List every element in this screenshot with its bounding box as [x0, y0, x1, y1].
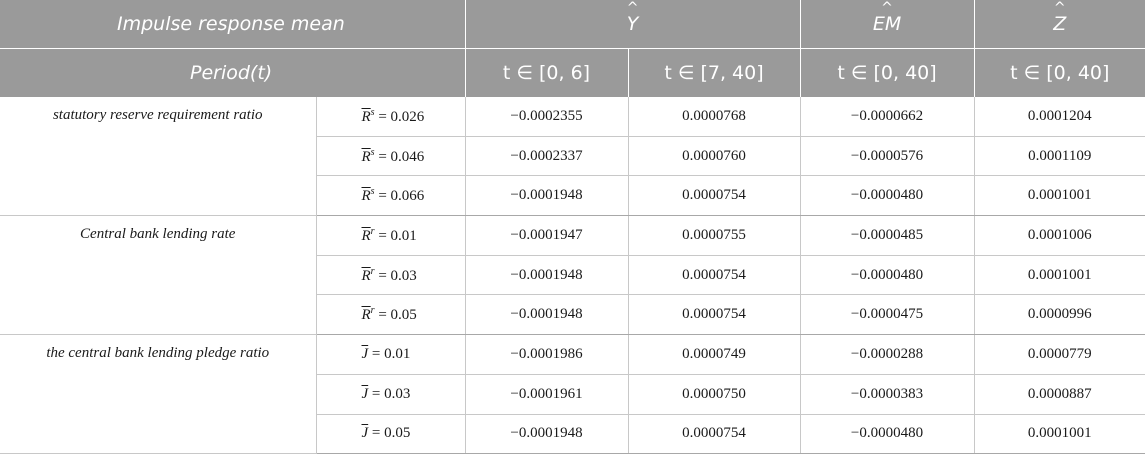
- value-cell: −0.0000480: [800, 414, 974, 454]
- value-cell: −0.0000480: [800, 176, 974, 216]
- value-cell: 0.0000755: [628, 216, 800, 256]
- parameter-symbol: $\overline{R}$: [361, 188, 371, 205]
- period-y-2: t ∈ [7, 40]: [628, 49, 800, 98]
- table-row: [0, 216, 1145, 256]
- value-cell: 0.0000749: [628, 335, 800, 375]
- table-row: [0, 335, 1145, 375]
- column-header-z: [974, 0, 1145, 49]
- value-cell: 0.0001109: [974, 136, 1145, 176]
- value-cell: 0.0000768: [628, 97, 800, 136]
- period-label: Period(t): [0, 49, 465, 98]
- column-header-em: [800, 0, 974, 49]
- z-hat-symbol: ^ Z: [1053, 13, 1066, 35]
- parameter-superscript: r: [370, 265, 375, 277]
- parameter-symbol: $\overline{R}$: [361, 267, 371, 284]
- parameter-superscript: s: [370, 106, 375, 118]
- value-cell: 0.0000760: [628, 136, 800, 176]
- value-cell: −0.0000662: [800, 97, 974, 136]
- value-cell: −0.0002337: [465, 136, 628, 176]
- parameter-value: = 0.01: [368, 345, 411, 362]
- parameter-value: = 0.03: [368, 385, 411, 402]
- parameter-cell: [316, 374, 465, 414]
- parameter-symbol: $\overline{J}$: [361, 425, 369, 442]
- value-cell: 0.0000996: [974, 295, 1145, 335]
- parameter-symbol: $\overline{R}$: [361, 227, 371, 244]
- parameter-value: = 0.03: [374, 267, 417, 284]
- value-cell: 0.0000754: [628, 176, 800, 216]
- em-hat-symbol: ^ EM: [873, 13, 901, 35]
- parameter-superscript: r: [370, 225, 375, 237]
- value-cell: 0.0000754: [628, 414, 800, 454]
- value-cell: 0.0001001: [974, 176, 1145, 216]
- value-cell: 0.0000779: [974, 335, 1145, 375]
- group-label: Central bank lending rate: [0, 216, 316, 335]
- parameter-cell: [316, 414, 465, 454]
- value-cell: 0.0000754: [628, 255, 800, 295]
- parameter-value: = 0.01: [374, 227, 417, 244]
- value-cell: 0.0000754: [628, 295, 800, 335]
- parameter-value: = 0.066: [374, 188, 425, 205]
- value-cell: −0.0000288: [800, 335, 974, 375]
- table-body: [0, 97, 1145, 454]
- value-cell: 0.0001001: [974, 414, 1145, 454]
- value-cell: 0.0001006: [974, 216, 1145, 256]
- period-em: t ∈ [0, 40]: [800, 49, 974, 98]
- period-y-1: t ∈ [0, 6]: [465, 49, 628, 98]
- parameter-cell: [316, 295, 465, 335]
- parameter-cell: [316, 216, 465, 256]
- value-cell: −0.0001948: [465, 414, 628, 454]
- parameter-cell: [316, 255, 465, 295]
- value-cell: −0.0001948: [465, 255, 628, 295]
- value-cell: −0.0000475: [800, 295, 974, 335]
- value-cell: −0.0000576: [800, 136, 974, 176]
- parameter-value: = 0.05: [368, 425, 411, 442]
- parameter-superscript: r: [370, 305, 375, 317]
- value-cell: 0.0001001: [974, 255, 1145, 295]
- group-label: the central bank lending pledge ratio: [0, 335, 316, 454]
- value-cell: −0.0001986: [465, 335, 628, 375]
- value-cell: −0.0001961: [465, 374, 628, 414]
- group-label: statutory reserve requirement ratio: [0, 97, 316, 216]
- value-cell: −0.0000480: [800, 255, 974, 295]
- value-cell: −0.0002355: [465, 97, 628, 136]
- value-cell: −0.0000485: [800, 216, 974, 256]
- parameter-cell: [316, 97, 465, 136]
- value-cell: −0.0001947: [465, 216, 628, 256]
- value-cell: −0.0001948: [465, 295, 628, 335]
- parameter-symbol: $\overline{J}$: [361, 345, 369, 362]
- parameter-cell: [316, 136, 465, 176]
- parameter-symbol: $\overline{R}$: [361, 108, 371, 125]
- period-z: t ∈ [0, 40]: [974, 49, 1145, 98]
- column-header-y: [465, 0, 800, 49]
- parameter-cell: [316, 335, 465, 375]
- value-cell: −0.0001948: [465, 176, 628, 216]
- parameter-value: = 0.026: [374, 108, 425, 125]
- parameter-value: = 0.046: [374, 148, 425, 165]
- value-cell: −0.0000383: [800, 374, 974, 414]
- parameter-symbol: $\overline{R}$: [361, 307, 371, 324]
- value-cell: 0.0001204: [974, 97, 1145, 136]
- parameter-superscript: s: [370, 186, 375, 198]
- table-row: [0, 97, 1145, 136]
- parameter-symbol: $\overline{J}$: [361, 385, 369, 402]
- parameter-symbol: $\overline{R}$: [361, 148, 371, 165]
- value-cell: 0.0000750: [628, 374, 800, 414]
- parameter-value: = 0.05: [374, 307, 417, 324]
- parameter-superscript: s: [370, 146, 375, 158]
- table-title: Impulse response mean: [0, 0, 465, 49]
- y-hat-symbol: ^ Y: [627, 13, 639, 35]
- parameter-cell: [316, 176, 465, 216]
- value-cell: 0.0000887: [974, 374, 1145, 414]
